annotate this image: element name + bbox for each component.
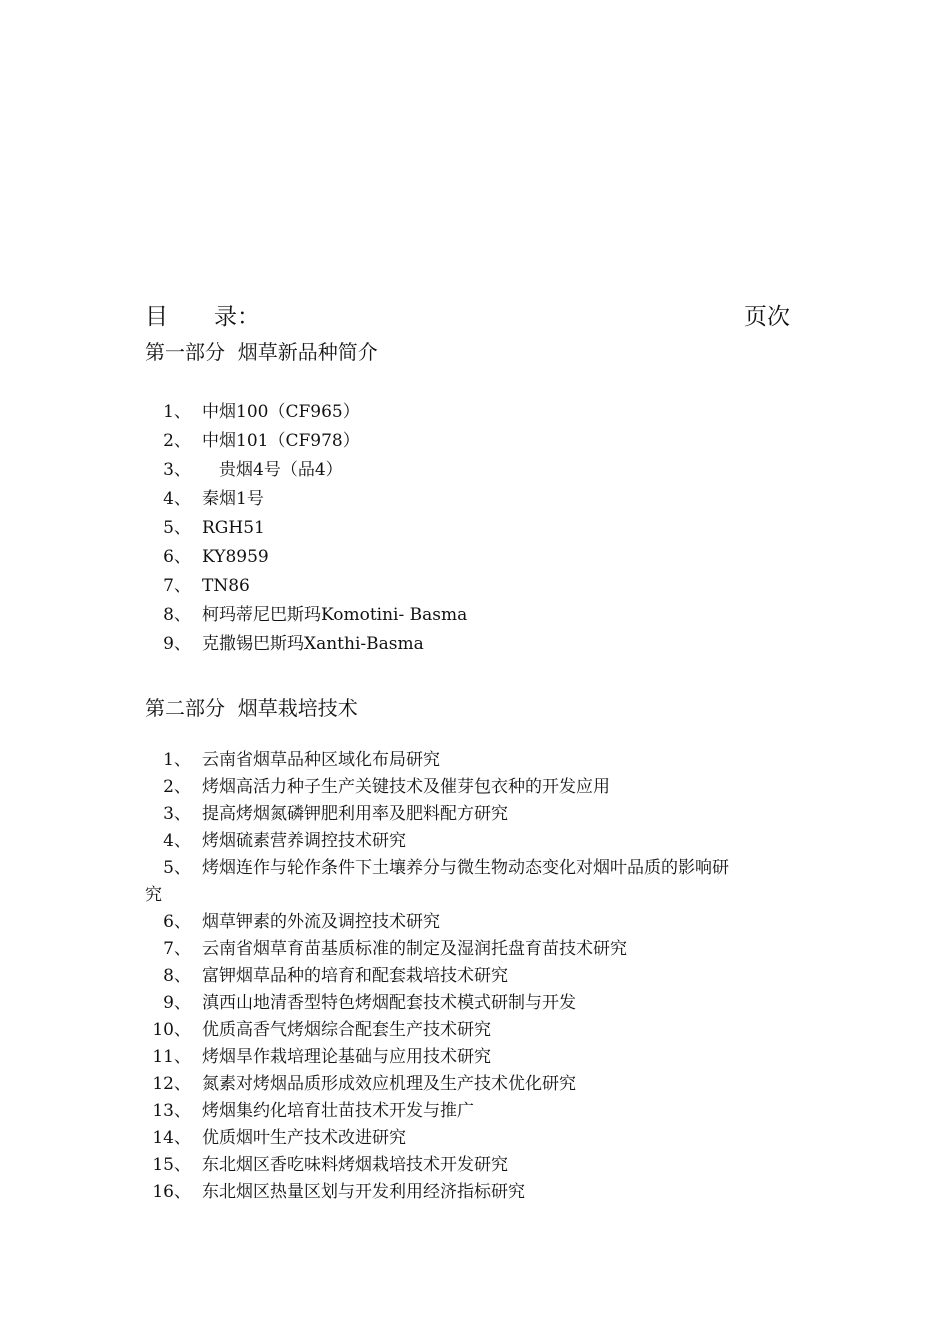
item-text: 云南省烟草育苗基质标准的制定及湿润托盘育苗技术研究 xyxy=(202,939,627,959)
item-text: 云南省烟草品种区域化布局研究 xyxy=(202,750,440,770)
item-number: 5、 xyxy=(163,518,191,538)
list-item xyxy=(145,1017,815,1044)
item-text: 提高烤烟氮磷钾肥利用率及肥料配方研究 xyxy=(202,804,508,824)
item-number: 8、 xyxy=(163,966,191,986)
list-item xyxy=(145,456,815,485)
item-text: 柯玛蒂尼巴斯玛Komotini- Basma xyxy=(202,605,468,625)
item-text: KY8959 xyxy=(202,547,269,567)
toc-header xyxy=(145,298,790,332)
item-number: 6、 xyxy=(163,547,191,567)
item-number: 3、 xyxy=(163,804,191,824)
toc-title: 目 录： xyxy=(145,304,260,330)
item-number: 7、 xyxy=(163,576,191,596)
item-number: 2、 xyxy=(163,777,191,797)
list-item xyxy=(145,774,815,801)
item-text: 秦烟1号 xyxy=(202,489,264,509)
list-item xyxy=(145,398,815,427)
item-number: 2、 xyxy=(163,431,191,451)
list-item xyxy=(145,601,815,630)
item-number: 13、 xyxy=(152,1101,191,1121)
item-number: 16、 xyxy=(152,1182,191,1202)
item-number: 4、 xyxy=(163,489,191,509)
list-item xyxy=(145,1071,815,1098)
page-number-label: 页次 xyxy=(744,304,790,330)
list-item xyxy=(145,1098,815,1125)
item-text: 优质高香气烤烟综合配套生产技术研究 xyxy=(202,1020,491,1040)
item-number: 6、 xyxy=(163,912,191,932)
list-item xyxy=(145,543,815,572)
item-number: 7、 xyxy=(163,939,191,959)
list-item xyxy=(145,427,815,456)
item-text: 烤烟连作与轮作条件下土壤养分与微生物动态变化对烟叶品质的影响研 xyxy=(202,858,729,878)
list-item xyxy=(145,1044,815,1071)
item-number: 10、 xyxy=(152,1020,191,1040)
item-text: 烤烟硫素营养调控技术研究 xyxy=(202,831,406,851)
item-number: 12、 xyxy=(152,1074,191,1094)
item-text: 烟草钾素的外流及调控技术研究 xyxy=(202,912,440,932)
item-number: 9、 xyxy=(163,634,191,654)
item-number: 9、 xyxy=(163,993,191,1013)
list-item xyxy=(145,1179,815,1206)
part1-list xyxy=(145,398,815,659)
item-text-continuation: 究 xyxy=(145,885,162,905)
item-text: TN86 xyxy=(202,576,250,596)
item-number: 14、 xyxy=(152,1128,191,1148)
list-item xyxy=(145,514,815,543)
item-text: 优质烟叶生产技术改进研究 xyxy=(202,1128,406,1148)
list-item xyxy=(145,747,815,774)
list-item xyxy=(145,909,815,936)
list-item xyxy=(145,1152,815,1179)
item-text: 烤烟集约化培育壮苗技术开发与推广 xyxy=(202,1101,474,1121)
item-number: 8、 xyxy=(163,605,191,625)
item-text: 氮素对烤烟品质形成效应机理及生产技术优化研究 xyxy=(202,1074,576,1094)
item-text: 东北烟区热量区划与开发利用经济指标研究 xyxy=(202,1182,525,1202)
list-item xyxy=(145,485,815,514)
list-item-continuation xyxy=(145,882,815,909)
part2-list xyxy=(145,747,815,1206)
item-number: 4、 xyxy=(163,831,191,851)
item-text: RGH51 xyxy=(202,518,265,538)
list-item xyxy=(145,990,815,1017)
part2-title: 第二部分 烟草栽培技术 xyxy=(145,696,358,720)
item-text: 烤烟旱作栽培理论基础与应用技术研究 xyxy=(202,1047,491,1067)
item-text: 克撒锡巴斯玛Xanthi-Basma xyxy=(202,634,424,654)
item-text: 滇西山地清香型特色烤烟配套技术模式研制与开发 xyxy=(202,993,576,1013)
list-item xyxy=(145,963,815,990)
item-text: 中烟100（CF965） xyxy=(202,402,360,422)
list-item xyxy=(145,855,815,882)
item-number: 11、 xyxy=(152,1047,191,1067)
item-number: 1、 xyxy=(163,750,191,770)
list-item xyxy=(145,828,815,855)
list-item xyxy=(145,801,815,828)
item-number: 3、 xyxy=(163,460,191,480)
item-number: 15、 xyxy=(152,1155,191,1175)
item-number: 5、 xyxy=(163,858,191,878)
item-number: 1、 xyxy=(163,402,191,422)
item-text: 富钾烟草品种的培育和配套栽培技术研究 xyxy=(202,966,508,986)
item-text: 中烟101（CF978） xyxy=(202,431,360,451)
list-item xyxy=(145,936,815,963)
item-text: 烤烟高活力种子生产关键技术及催芽包衣种的开发应用 xyxy=(202,777,610,797)
item-text: 东北烟区香吃味料烤烟栽培技术开发研究 xyxy=(202,1155,508,1175)
list-item xyxy=(145,630,815,659)
list-item xyxy=(145,572,815,601)
part1-title: 第一部分 烟草新品种简介 xyxy=(145,340,378,364)
item-text: 贵烟4号（品4） xyxy=(202,460,343,480)
list-item xyxy=(145,1125,815,1152)
